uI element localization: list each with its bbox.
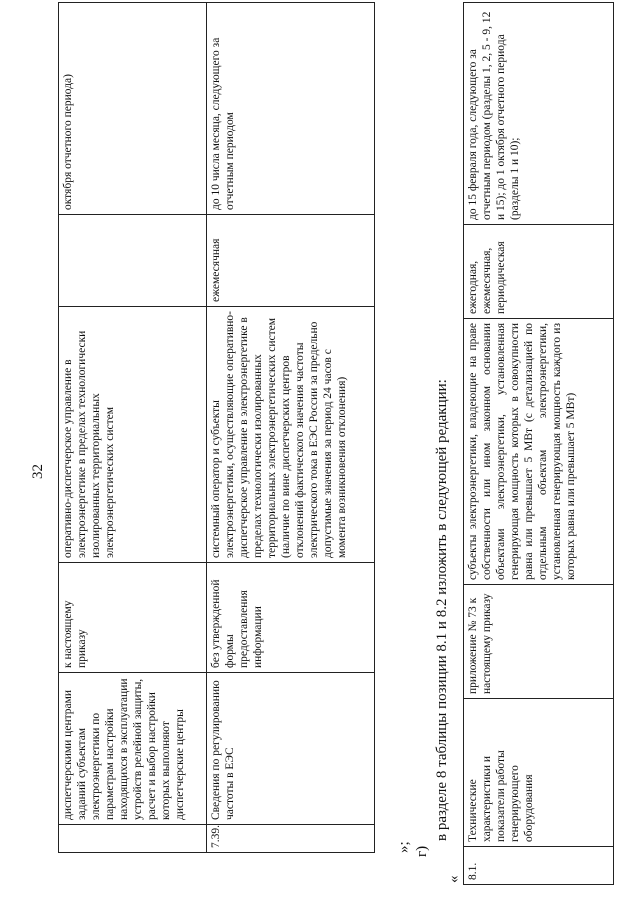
closing-quote: »; xyxy=(396,841,412,853)
row-form: без утвержденной формы предоставления информации xyxy=(207,563,375,673)
row-respondents: системный оператор и субъекты электроэнергетики, осуществляющие оперативно-диспетчерское управление в электроэнергетике в пределах технологически изолированных территориальных электроэнергетических систем (наличие по вине диспетчерских центров отклонений фактического значения частоты электрического тока в ЕЭС России за предельно допустимые значения за период 24 часов с момента возникновения отклонения) xyxy=(207,307,375,563)
table-row xyxy=(207,3,375,853)
row-name: диспетчерскими центрами заданий субъектам электроэнергетики по параметрам настройки находящихся в эксплуатации устройств релейной защиты, расчет и выбор настройки которых выполняют диспетчерские центры xyxy=(59,673,207,825)
opening-quote: « xyxy=(446,875,462,883)
reporting-table-continued xyxy=(58,2,375,853)
row-name: Сведения по регулированию частоты в ЕЭС xyxy=(207,673,375,825)
row-number xyxy=(59,825,207,853)
subclause-text: в разделе 8 таблицы позиции 8.1 и 8.2 изложить в следующей редакции: xyxy=(434,379,450,841)
table-row xyxy=(464,3,614,885)
reporting-table-new xyxy=(463,2,614,885)
row-form: приложение № 73 к настоящему приказу xyxy=(464,585,614,699)
page-number: 32 xyxy=(30,464,46,479)
row-number: 8.1. xyxy=(464,847,614,885)
row-number: 7.39. xyxy=(207,825,375,853)
row-form: к настоящему приказу xyxy=(59,563,207,673)
row-deadline: до 15 февраля года, следующего за отчетным периодом (разделы 1, 2, 5 - 9, 12 и 15); до 1 октября отчетного периода (разделы 1 и 10); xyxy=(464,3,614,225)
row-deadline: октября отчетного периода) xyxy=(59,3,207,215)
row-deadline: до 10 числа месяца, следующего за отчетным периодом xyxy=(207,3,375,215)
row-periodicity: ежегодная, ежемесячная, периодическая xyxy=(464,225,614,319)
row-name: Технические характеристики и показатели работы генерирующего оборудования xyxy=(464,699,614,847)
table-row xyxy=(59,3,207,853)
subclause-label: г) xyxy=(414,845,430,857)
row-periodicity xyxy=(59,215,207,307)
row-respondents: оперативно-диспетчерское управление в электроэнергетике в пределах технологически изолированных территориальных электроэнергетических систем xyxy=(59,307,207,563)
row-periodicity: ежемесячная xyxy=(207,215,375,307)
row-respondents: субъекты электроэнергетики, владеющие на праве собственности или ином законном основании объектами электроэнергетики, установленная генерирующая мощность которых в совокупности равна или превышает 5 МВт (с детализацией по отдельным объектам электроэнергетики, установленная генерирующая мощность каждого из которых равна или превышает 5 МВт) xyxy=(464,319,614,585)
